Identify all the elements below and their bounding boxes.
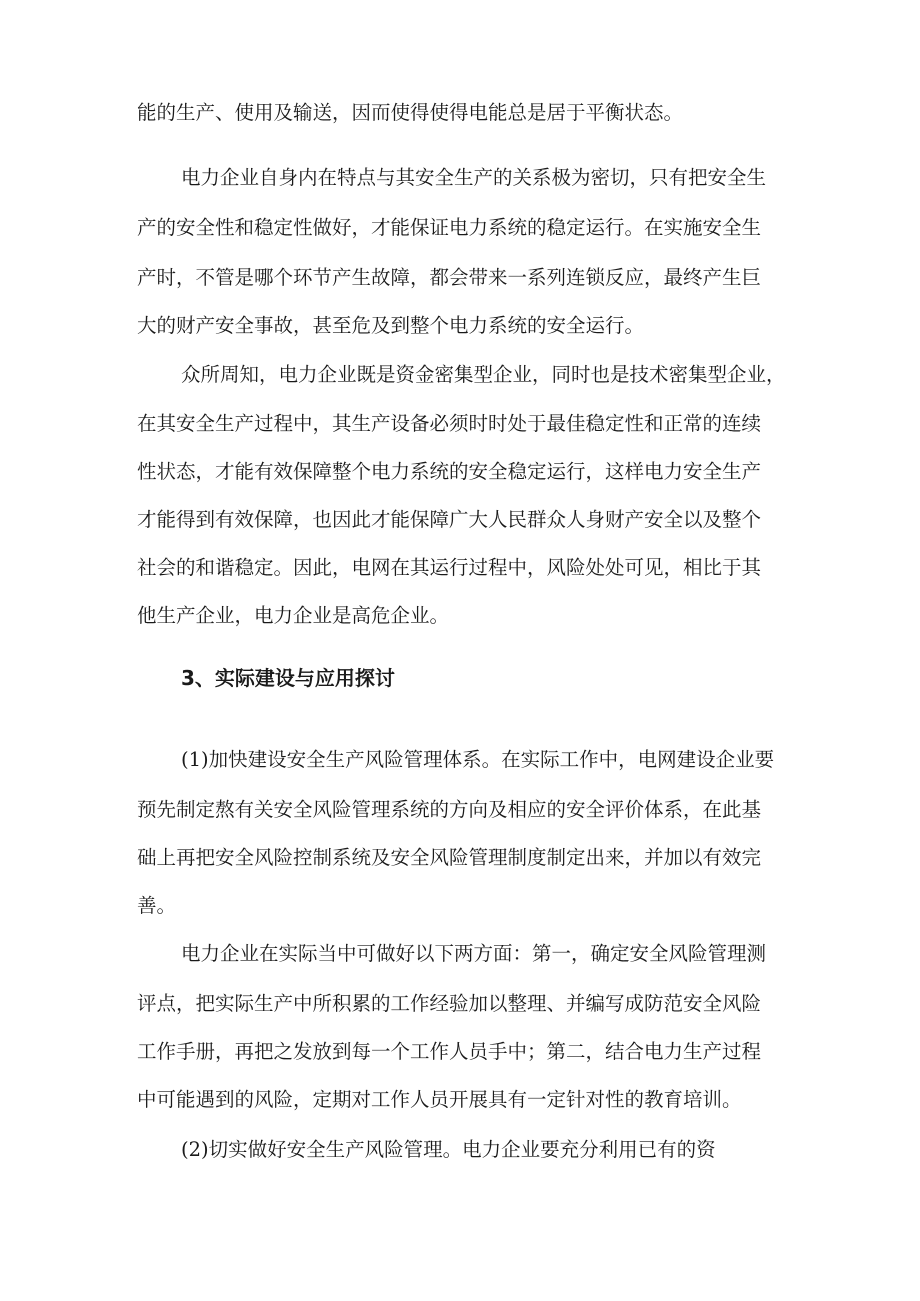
paragraph-line: (1)加快建设安全生产风险管理体系。在实际工作中，电网建设企业要 [181,748,775,771]
section-heading: 3、实际建设与应用探讨 [181,666,395,690]
paragraph-line: 能的生产、使用及输送，因而使得使得电能总是居于平衡状态。 [137,101,684,124]
paragraph-line: 善。 [137,894,177,917]
paragraph-line: 众所周知，电力企业既是资金密集型企业，同时也是技术密集型企业， [181,363,786,386]
paragraph-line: 大的财产安全事故，甚至危及到整个电力系统的安全运行。 [137,314,645,337]
paragraph-line: 中可能遇到的风险，定期对工作人员开展具有一定针对性的教育培训。 [137,1088,742,1111]
paragraph-line: 工作手册，再把之发放到每一个工作人员手中；第二，结合电力生产过程 [137,1040,762,1063]
paragraph-line: (2)切实做好安全生产风险管理。电力企业要充分利用已有的资 [181,1138,716,1161]
paragraph-line: 预先制定熬有关安全风险管理系统的方向及相应的安全评价体系，在此基 [137,798,762,821]
paragraph-line: 在其安全生产过程中，其生产设备必须时时处于最佳稳定性和正常的连续 [137,412,762,435]
paragraph-line: 评点，把实际生产中所积累的工作经验加以整理、并编写成防范安全风险 [137,992,762,1015]
paragraph-line: 社会的和谐稳定。因此，电网在其运行过程中，风险处处可见，相比于其 [137,556,762,579]
paragraph-line: 他生产企业，电力企业是高危企业。 [137,604,450,627]
paragraph-line: 才能得到有效保障，也因此才能保障广大人民群众人身财产安全以及整个 [137,508,762,531]
paragraph-line: 础上再把安全风险控制系统及安全风险管理制度制定出来，并加以有效完 [137,846,762,869]
paragraph-line: 产的安全性和稳定性做好，才能保证电力系统的稳定运行。在实施安全生 [137,216,762,239]
paragraph-line: 电力企业在实际当中可做好以下两方面：第一，确定安全风险管理测 [181,942,767,965]
paragraph-line: 性状态，才能有效保障整个电力系统的安全稳定运行，这样电力安全生产 [137,460,762,483]
paragraph-line: 产时，不管是哪个环节产生故障，都会带来一系列连锁反应，最终产生巨 [137,266,762,289]
paragraph-line: 电力企业自身内在特点与其安全生产的关系极为密切，只有把安全生 [181,166,767,189]
